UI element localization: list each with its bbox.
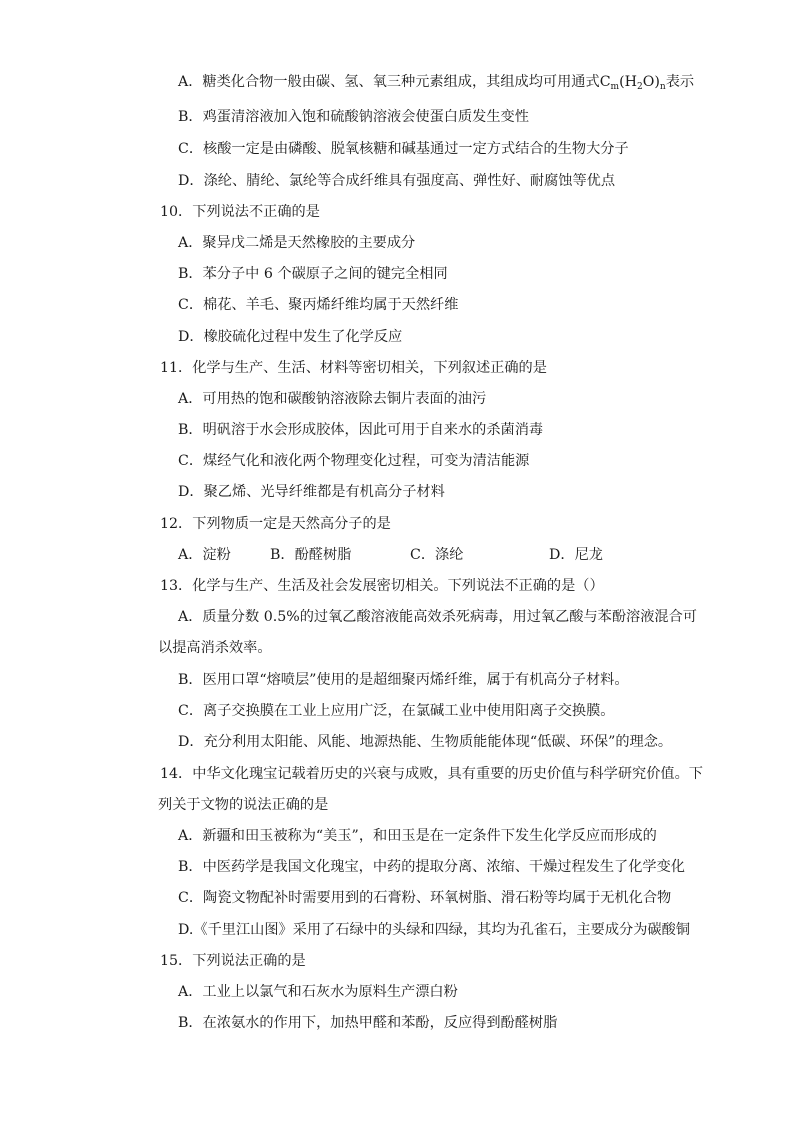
q14-option-d: D.《千里江山图》采用了石绿中的头绿和四绿，其均为孔雀石，主要成分为碳酸铜: [178, 922, 690, 938]
q9-option-d: D．涤纶、腈纶、氯纶等合成纤维具有强度高、弹性好、耐腐蚀等优点: [178, 173, 616, 189]
q9-option-a-text: A．糖类化合物一般由碳、氢、氧三种元素组成，其组成均可用通式: [178, 74, 600, 90]
q9-option-a: A．糖类化合物一般由碳、氢、氧三种元素组成，其组成均可用通式$C_m(H_2O)_n$表示: [178, 74, 695, 92]
q14-option-a: A．新疆和田玉被称为“美玉”，和田玉是在一定条件下发生化学反应而形成的: [178, 828, 657, 844]
q14-option-c: C．陶瓷文物配补时需要用到的石膏粉、环氧树脂、滑石粉等均属于无机化合物: [178, 890, 672, 906]
q12-option-a: A．淀粉: [178, 547, 231, 563]
q13-option-a-line2: 以提高消杀效率。: [158, 640, 272, 656]
q14-stem-line1: 14．中华文化瑰宝记载着历史的兴衰与成败，具有重要的历史价值与科学研究价值。下: [160, 766, 703, 782]
q14-option-b: B．中医药学是我国文化瑰宝，中药的提取分离、浓缩、干燥过程发生了化学变化: [178, 859, 685, 875]
q14-stem-line2: 列关于文物的说法正确的是: [158, 797, 329, 813]
q15-option-a: A．工业上以氯气和石灰水为原料生产漂白粉: [178, 984, 458, 1000]
q11-option-d: D．聚乙烯、光导纤维都是有机高分子材料: [178, 484, 445, 500]
general-formula: $C_m(H_2O)_n$: [599, 74, 666, 92]
q13-stem: 13．化学与生产、生活及社会发展密切相关。下列说法不正确的是（）: [160, 578, 604, 594]
q12-option-b: B．酚醛树脂: [270, 547, 352, 563]
q13-option-c: C．离子交换膜在工业上应用广泛，在氯碱工业中使用阳离子交换膜。: [178, 703, 615, 719]
q13-option-a-line1: A．质量分数 0.5%的过氧乙酸溶液能高效杀死病毒，用过氧乙酸与苯酚溶液混合可: [178, 609, 697, 625]
q15-stem: 15．下列说法正确的是: [160, 953, 306, 969]
q12-stem: 12．下列物质一定是天然高分子的是: [160, 516, 391, 532]
q12-option-d: D．尼龙: [549, 547, 603, 563]
q11-stem: 11．化学与生产、生活、材料等密切相关，下列叙述正确的是: [160, 360, 547, 376]
q10-stem: 10．下列说法不正确的是: [160, 204, 320, 220]
q13-option-b: B．医用口罩“熔喷层”使用的是超细聚丙烯纤维，属于有机高分子材料。: [178, 672, 629, 688]
q11-option-b: B．明矾溶于水会形成胶体，因此可用于自来水的杀菌消毒: [178, 422, 544, 438]
q11-option-a: A．可用热的饱和碳酸钠溶液除去铜片表面的油污: [178, 391, 487, 407]
q10-option-a: A．聚异戊二烯是天然橡胶的主要成分: [178, 235, 416, 251]
q15-option-b: B．在浓氨水的作用下，加热甲醛和苯酚，反应得到酚醛树脂: [178, 1015, 558, 1031]
q13-option-d: D．充分利用太阳能、风能、地源热能、生物质能能体现“低碳、环保”的理念。: [178, 734, 673, 750]
q10-option-c: C．棉花、羊毛、聚丙烯纤维均属于天然纤维: [178, 297, 459, 313]
q10-option-d: D．橡胶硫化过程中发生了化学反应: [178, 329, 403, 345]
q9-option-b: B．鸡蛋清溶液加入饱和硫酸钠溶液会使蛋白质发生变性: [178, 109, 529, 125]
q10-option-b: B．苯分子中 6 个碳原子之间的键完全相同: [178, 266, 448, 282]
q9-option-c: C．核酸一定是由磷酸、脱氧核糖和碱基通过一定方式结合的生物大分子: [178, 141, 629, 157]
q11-option-c: C．煤经气化和液化两个物理变化过程，可变为清洁能源: [178, 453, 530, 469]
q12-option-c: C．涤纶: [410, 547, 464, 563]
